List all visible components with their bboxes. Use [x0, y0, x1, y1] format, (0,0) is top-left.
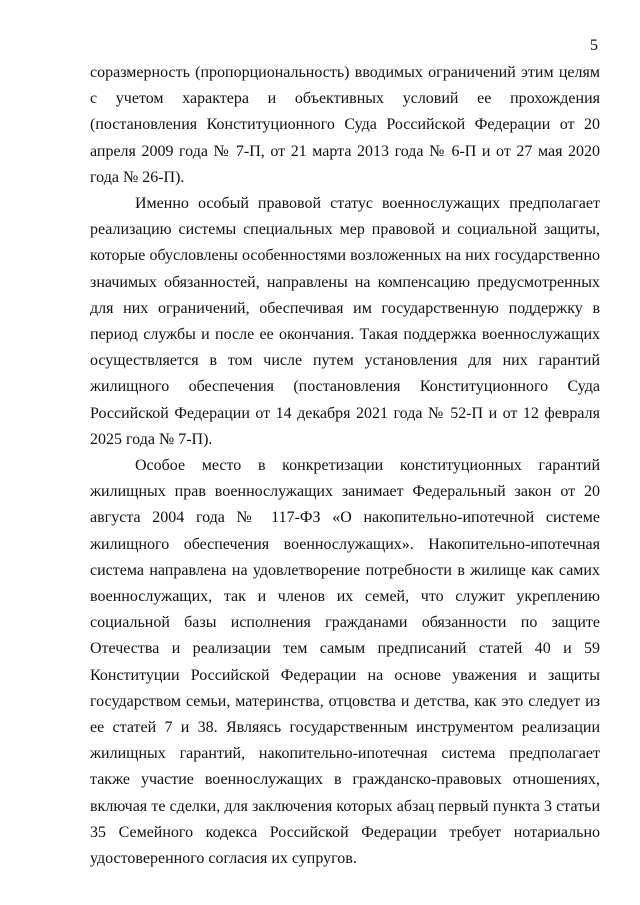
paragraph-mortgage-savings-system: Особое место в конкретизации конституционных гарантий жилищных прав военнослужащих занимает Федеральный закон от 20 августа 2004 года № 117-ФЗ «О накопительно-ипотечной системе жилищного обеспечения военнослужащих». Накопительно-ипотечная система направлена на удовлетворение потребности в жилище как самих военнослужащих, так и членов их семей, что служит укреплению социальной базы исполнения гражданами обязанности по защите Отечества и реализации тем самым предписаний статей 40 и 59 Конституции Российской Федерации на основе уважения и защиты государством семьи, материнства, отцовства и детства, как это следует из ее статей 7 и 38. Являясь государственным инструментом реализации жилищных гарантий, накопительно-ипотечная система предполагает также участие военнослужащих в гражданско-правовых отношениях, включая те сделки, для заключения которых абзац первый пункта 3 статьи 35 Семейного кодекса Российской Федерации требует нотариально удостоверенного согласия их супругов. — [90, 457, 600, 868]
paragraph-military-legal-status: Именно особый правовой статус военнослужащих предполагает реализацию системы специальных мер правовой и социальной защиты, которые обусловлены особенностями возложенных на них государственно значимых обязанностей, направлены на компенсацию предусмотренных для них ограничений, обеспечивая им государственную поддержку в период службы и после ее окончания. Такая поддержка военнослужащих осуществляется в том числе путем установления для них гарантий жилищного обеспечения (постановления Конституционного Суда Российской Федерации от 14 декабря 2021 года № 52-П и от 12 февраля 2025 года № 7-П). — [90, 195, 600, 448]
document-body — [90, 60, 600, 872]
page-number: 5 — [590, 37, 598, 54]
paragraph-proportionality-continuation: соразмерность (пропорциональность) вводимых ограничений этим целям с учетом характера и объективных условий ее прохождения (постановления Конституционного Суда Российской Федерации от 20 апреля 2009 года № 7-П, от 21 марта 2013 года № 6-П и от 27 мая 2020 года № 26-П). — [90, 64, 600, 186]
